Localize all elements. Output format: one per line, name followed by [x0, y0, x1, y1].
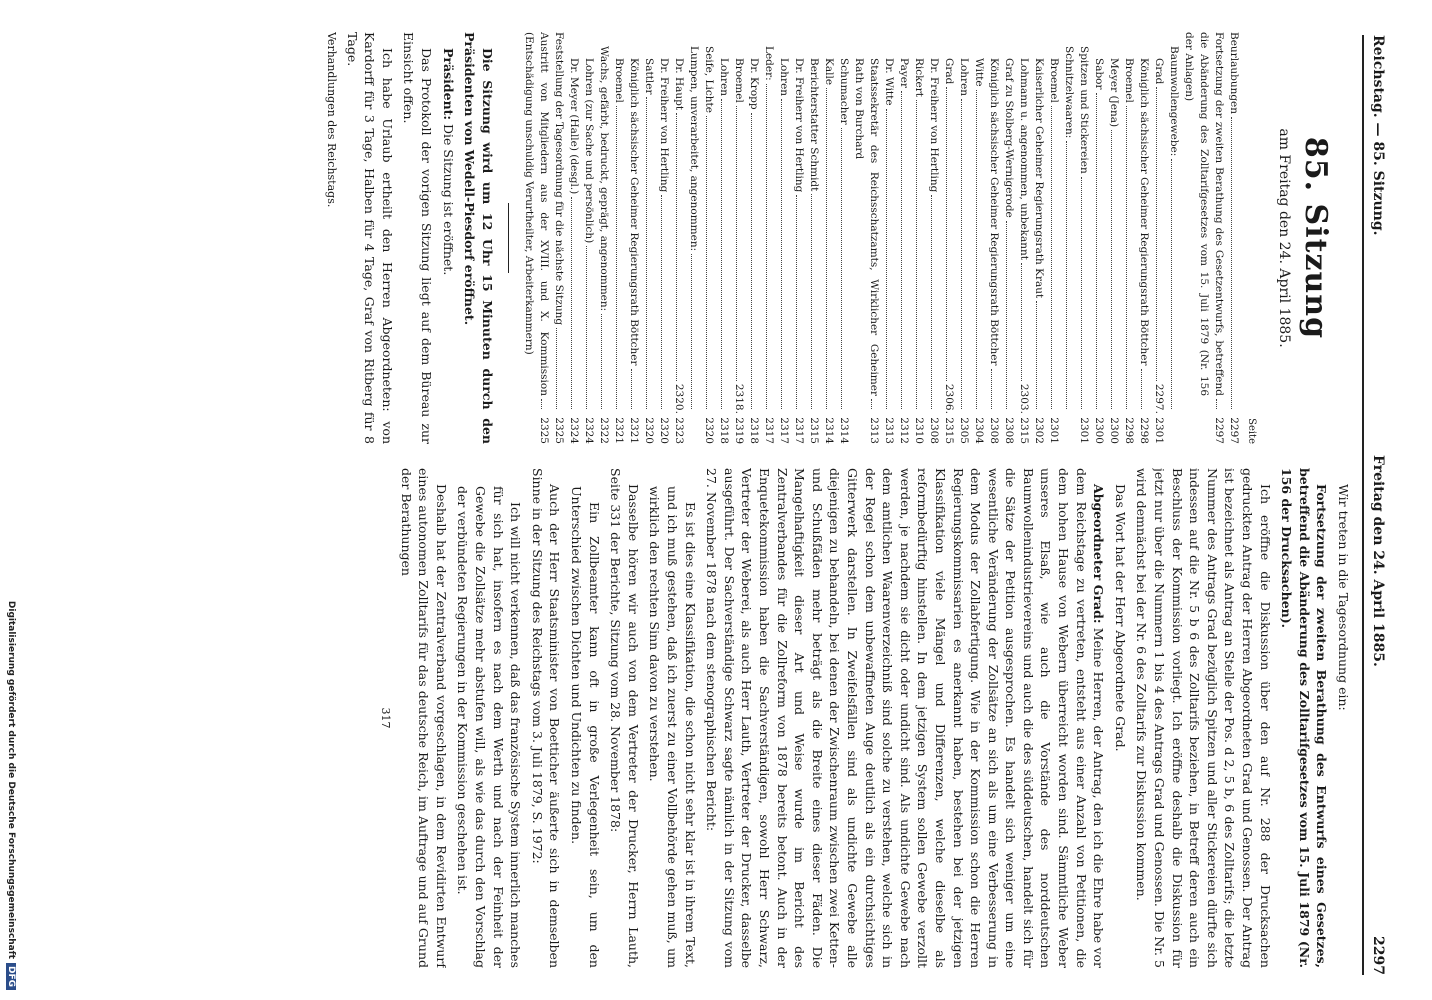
toc-entry-text: Rickert: [912, 58, 925, 97]
toc-leader-dots: [691, 254, 700, 409]
toc-page-number: 2321: [612, 417, 625, 444]
toc-entry-text: Seife, Lichte: [702, 46, 715, 113]
toc-leader-dots: [541, 399, 550, 409]
toc-leader-dots: [616, 106, 625, 409]
toc-leader-dots: [991, 369, 1000, 409]
toc-entry-text: Wachs, gefärbt, bedruckt, geprägt, angenommen:: [597, 46, 610, 312]
paragraph-text: Ich habe Urlaub ertheilt den Herren Abgeordneten: von Kardorff für 3 Tage, Halben für 4 Tage, Graf von Ritberg für 8 Tage.: [344, 32, 395, 444]
paragraph-text: Wir treten in die Tagesordnung ein:: [1336, 484, 1351, 711]
toc-row: [806, 32, 821, 444]
paragraph: [646, 468, 699, 968]
toc-leader-dots: [976, 90, 985, 409]
toc-entry-text: Broemel: [1047, 58, 1060, 103]
toc-leader-dots: [1006, 221, 1015, 409]
toc-entry-text: Graf zu Stolberg-Wernigerode: [1002, 58, 1015, 218]
paragraph-text: Dasselbe hören wir auch von dem Vertreter der Drucker, Herrn Lauth, Seite 331 der Berichte, Sitzung vom 28. November 1878:: [608, 468, 641, 968]
toc-page-number: 2312: [897, 417, 910, 444]
toc-page-number: 2298: [1137, 417, 1150, 444]
toc-leader-dots: [1216, 399, 1225, 409]
right-footnote: 317: [379, 707, 393, 729]
toc-row: [851, 32, 881, 444]
toc-row: [596, 32, 611, 444]
paragraph: [343, 32, 396, 444]
page-number: 2297: [1370, 936, 1386, 975]
toc-page-number: 2310: [912, 417, 925, 444]
toc-page-number: 2324: [582, 417, 595, 444]
toc-entry-text: Austritt von Mitgliedern aus der XVIII. und X. Kommission (Entschädigung unschuldig Verurtheilter, Arbeiterkammern): [522, 32, 550, 396]
toc-leader-dots: [571, 197, 580, 409]
toc-leader-dots: [811, 194, 820, 409]
toc-page-number: 2324: [567, 417, 580, 444]
toc-leader-dots: [946, 87, 955, 380]
toc-page-number: 2303. 2315: [1017, 383, 1030, 444]
toc-page-number: 2308: [987, 417, 1000, 444]
toc-entry-text: Königlich sächsischer Geheimer Regierungsrath Böttcher: [1137, 58, 1150, 366]
paragraph-text: Ein Zollbeamter kann oft in große Verlegenheit sein, um den Unterschied zwischen Dichten und Undichten zu finden.: [569, 486, 602, 968]
toc-leader-dots: [1081, 177, 1090, 409]
toc-row: [821, 32, 836, 444]
toc-leader-dots: [1036, 301, 1045, 409]
toc-page-number: 2317: [792, 417, 805, 444]
left-paragraphs: [343, 32, 457, 444]
toc-row: [881, 32, 896, 444]
toc-entry-text: Staatssekretär des Reichsschatzamts, Wirklicher Geheimer Rath von Burchard: [852, 58, 880, 396]
toc-entry-text: Kaiserlicher Geheimer Regierungsrath Kraut: [1032, 58, 1045, 299]
toc-entry-text: Grad: [1152, 58, 1165, 85]
paragraph: [703, 468, 1108, 968]
left-column: [40, 32, 1352, 444]
opening-statement: Die Sitzung wird um 12 Uhr 15 Minuten durch den Präsidenten von Wedell-Piesdorf eröffnet.: [462, 32, 495, 444]
separator-rule: [508, 203, 509, 273]
toc-row: [656, 32, 671, 444]
toc-row: [1121, 32, 1136, 444]
speaker-name: Abgeordneter Grad:: [1091, 484, 1107, 624]
toc-entry-text: Dr. Meyer (Halle) (desgl.): [567, 58, 580, 195]
toc-entry-text: Spitzen und Stickereien: [1077, 46, 1090, 174]
toc-page-number: 2304: [972, 417, 985, 444]
toc-page-number: 2318: [717, 417, 730, 444]
toc-leader-dots: [631, 369, 640, 409]
toc-row: [611, 32, 626, 444]
toc-row: [701, 32, 716, 444]
session-date: am Freitag den 24. April 1885.: [1276, 128, 1292, 348]
toc-entry-text: Lohmann u. angenommen, unbekannt: [1017, 58, 1030, 261]
toc-page-number: 2315: [807, 417, 820, 444]
toc-leader-dots: [826, 88, 835, 409]
toc-page-number: 2301: [1047, 417, 1060, 444]
left-footnote: Verhandlungen des Reichstags.: [325, 32, 339, 208]
toc-leader-dots: [871, 399, 880, 409]
toc-leader-dots: [766, 84, 775, 409]
toc-row: [791, 32, 806, 444]
toc-page-number: 2320: [657, 417, 670, 444]
toc-leader-dots: [1156, 87, 1165, 380]
toc-entry-text: Dr. Freiherr von Hertling: [927, 58, 940, 193]
toc-entry-text: Payer: [897, 58, 910, 89]
toc-page-number: 2302: [1032, 417, 1045, 444]
toc-page-number: 2313: [882, 417, 895, 444]
toc-entry-text: Berichterstatter Schmidt: [807, 58, 820, 192]
toc-page-number: 2308: [927, 417, 940, 444]
toc-page-number: 2297: [1212, 417, 1225, 444]
paragraph-text: Meine Herren, der Antrag, den ich die Ehre habe vor dem Reichstage zu vertreten, entsteht aus einer Anzahl von Petitionen, die dem hohen Hause von Webern überreicht worden sind. Sämmtliche Weber unseres Elsaß, wie auch die Vorstände des norddeutschen Baumwollenindustrievereins und auch die des süddeutschen, handelt sich für die Sätze der Petition ausgesprochen. Es handelt sich weniger um eine wesentliche Veränderung der Zollsätze an sich als um eine Verbesserung in dem Modus der Zollabfertigung. Wie in der Kommission schon die Herren Regierungskommissarien es anerkannt haben, bestehen bei der jetzigen Klassifikation viele Mängel und Differenzen, welche dieselbe als reformbedürftig hinstellen. In dem jetzigen System sollen Gewebe verzollt werden, je nachdem sie dicht oder undicht sind. Als undichte Gewebe nach dem amtlichen Waarenverzeichniß sind solche zu verstehen, welche sich in der Regel schon dem unbewaffneten Auge deutlich als ein durchsichtiges Gitterwerk darstellen. In Zweifelsfällen sind als undichte Gewebe alle diejenigen zu behandeln, bei denen der Zwischenraum zwischen zwei Ketten- und Schußfäden mehr beträgt als die Breite eines dieser Fäden. Die Mangelhaftigkeit dieser Art und Weise wurde im Bericht des Zentralverbandes für die Zollreform von 1878 bereits betont. Auch in der Enquetekommission haben die Sachverständigen, sowohl Herr Schwarz, Vertreter der Weberei, als auch Herr Lauth, Vertreter der Drucker, dasselbe ausgeführt. Der Sachverständige Schwarz sagte nämlich in der Sitzung vom 27. November 1878 nach dem stenographischen Bericht:: [704, 468, 1107, 968]
toc-row: [521, 32, 551, 444]
toc-entry-text: Dr. Witte: [882, 58, 895, 106]
toc-page-number: 2320. 2323: [672, 383, 685, 444]
toc-leader-dots: [961, 99, 970, 409]
toc-entry-text: Witte: [972, 58, 985, 87]
paragraph-text: Ich will nicht verkennen, daß das französische System innerlich manches für sich hat, insofern es nach dem Werth und nach der Feinheit der Gewebe die Zollsätze mehr abstufen will, als wie das durch den Vorschlag der verbündeten Regierungen in der Kommission geschehen ist.: [455, 486, 524, 968]
paragraph: [454, 468, 524, 968]
paragraph: [1278, 468, 1331, 968]
toc-leader-dots: [796, 195, 805, 409]
toc-page-number: 2317: [777, 417, 790, 444]
paragraph: [528, 468, 563, 968]
toc-entry-text: Sattler: [642, 58, 655, 95]
right-column: [40, 468, 1352, 968]
toc-leader-dots: [901, 91, 910, 409]
toc-row: [941, 32, 956, 444]
toc-page-number: 2318: [747, 417, 760, 444]
toc-leader-dots: [1096, 93, 1105, 409]
digitization-credit-text: Digitalisierung gefördert durch die Deutsche Forschungsgemeinschaft: [6, 600, 16, 959]
toc-leader-dots: [886, 109, 895, 409]
toc-entry-text: Sabor: [1092, 58, 1105, 90]
toc-page-number: 2320: [642, 417, 655, 444]
toc-leader-dots: [841, 128, 850, 409]
toc-entry-text: Baumwollengewebe:: [1167, 46, 1180, 157]
paragraph: [607, 468, 642, 968]
toc-row: [1076, 32, 1091, 444]
toc-row: [1016, 32, 1031, 444]
toc-page-number: 2297. 2301: [1152, 383, 1165, 444]
toc-page-number: 2301: [1077, 417, 1090, 444]
toc-leader-dots: [676, 113, 685, 381]
toc-entry-text: Meyer (Jena): [1107, 58, 1120, 128]
toc-leader-dots: [736, 106, 745, 381]
toc-leader-dots: [661, 195, 670, 409]
toc-entry-text: Lohren: [957, 58, 970, 97]
toc-row: [1181, 32, 1226, 444]
toc-entry-text: Dr. Kropp: [747, 58, 760, 110]
toc-row: [1136, 32, 1151, 444]
toc-entry-text: Beurlaubungen: [1227, 32, 1240, 115]
paragraph-text: Deshalb hat der Zentralverband vorgeschlagen, in dem Revidirten Entwurf eines autonomen Zolltarifs für das deutsche Reich, im Auftrage und auf Grund der Berathungen: [398, 468, 449, 968]
toc-row: [926, 32, 941, 444]
toc-entry-text: Broemel: [612, 58, 625, 103]
toc-leader-dots: [1021, 263, 1030, 381]
digitization-credit: [6, 601, 16, 990]
toc-row: [1151, 32, 1166, 444]
toc-page-number: 2297: [1227, 417, 1240, 444]
paragraph-text: Fortsetzung der zweiten Berathung des Entwurfs eines Gesetzes, betreffend die Abänderung des Zolltarifgesetzes vom 15. Juli 1879 (Nr. 156 der Drucksachen).: [1279, 468, 1330, 968]
toc-page-number: 2325: [537, 417, 550, 444]
toc-leader-dots: [1111, 130, 1120, 409]
toc-entry-text: Kalle: [822, 58, 835, 86]
toc-row: [626, 32, 641, 444]
paragraph: [400, 32, 435, 444]
toc-leader-dots: [751, 113, 760, 409]
toc-page-number: 2320: [702, 417, 715, 444]
paragraph: [439, 32, 457, 444]
toc-row: [986, 32, 1001, 444]
dfg-logo: DFG: [6, 963, 16, 990]
right-paragraphs: [397, 468, 1352, 968]
toc-row: [896, 32, 911, 444]
speaker-name: Präsident:: [440, 48, 456, 121]
toc-leader-dots: [781, 99, 790, 409]
toc-entry-text: Königlich sächsischer Geheimer Regierungsrath Böttcher: [627, 58, 640, 366]
toc-row: [731, 32, 746, 444]
toc-leader-dots: [1171, 159, 1180, 409]
toc-row: [1061, 32, 1076, 444]
toc-entry-text: Broemel: [1122, 58, 1135, 103]
toc-page-number: 2313: [867, 417, 880, 444]
toc-row: [716, 32, 731, 444]
toc-row: [956, 32, 971, 444]
paragraph: [397, 468, 450, 968]
toc-entry-text: Dr. Freiherr von Hertling: [657, 58, 670, 193]
toc-page-number: 2322: [597, 417, 610, 444]
toc-entry-text: Dr. Haupt: [672, 58, 685, 111]
toc-row: [1166, 32, 1181, 444]
toc-page-number: 2325: [552, 417, 565, 444]
toc-page-number: 2306. 2315: [942, 383, 955, 444]
toc-entry-text: Lohren: [777, 58, 790, 97]
toc-row: [566, 32, 581, 444]
toc-row: [641, 32, 656, 444]
toc-leader-dots: [1051, 106, 1060, 409]
running-head-date: Freitag den 24. April 1885.: [1370, 455, 1386, 667]
paragraph-text: Ich eröffne die Diskussion über den auf Nr. 288 der Drucksachen gedruckten Antrag der Herren Abgeordneten Grad und Genossen. Der Antrag ist bezeichnet als Antrag an Stelle der Pos. d 2, 5 b, 6 des Zolltarifs; die letzte Nummer des Antrags Grad bezüglich Spitzen und aller Stickereien dürfte sich indessen auf die Nr. 5 b 6 des Zolltarifs beziehen, in Betreff deren auch ein Beschluss der Kommission vorliegt. Ich eröffne deshalb die Diskussion für jetzt nur über die Nummern 1 bis 4 des Antrags Grad und Genossen. Die Nr. 5 wird demnächst bei der Nr. 6 des Zolltarifs zur Diskussion kommen.: [1134, 468, 1273, 968]
toc-entry-text: Dr. Freiherr von Hertling: [792, 58, 805, 193]
toc-leader-dots: [1141, 369, 1150, 409]
toc-page-number: 2300: [1107, 417, 1120, 444]
toc-leader-dots: [706, 116, 715, 409]
toc-row: [551, 32, 566, 444]
toc-row: [971, 32, 986, 444]
toc-row: [761, 32, 776, 444]
toc-entry-text: Schnitzelwaaren:: [1062, 46, 1075, 139]
running-head: [1362, 35, 1386, 975]
table-of-contents: [521, 32, 1241, 444]
toc-entry-text: Leder:: [762, 46, 775, 81]
toc-entry-text: Schumacher: [837, 58, 850, 125]
toc-row: [911, 32, 926, 444]
toc-row: [776, 32, 791, 444]
toc-leader-dots: [1066, 141, 1075, 409]
toc-page-number: 2318. 2319: [732, 383, 745, 444]
toc-row: [836, 32, 851, 444]
toc-entry-text: Lohren (zur Sache und persönlich): [582, 58, 595, 244]
toc-entry-text: Lumpen, unverarbeitet, angenommen:: [687, 46, 700, 252]
toc-page-number: 2298: [1122, 417, 1135, 444]
paragraph: [1133, 468, 1274, 968]
toc-heading: Seite: [1246, 418, 1258, 444]
toc-row: [686, 32, 701, 444]
toc-entry-text: Lohren: [717, 58, 730, 97]
toc-row: [1106, 32, 1121, 444]
toc-leader-dots: [1126, 106, 1135, 409]
toc-page-number: 2305: [957, 417, 970, 444]
toc-row: [1031, 32, 1046, 444]
toc-row: [1226, 32, 1241, 444]
toc-row: [1091, 32, 1106, 444]
paragraph-text: Auch der Herr Staatsminister von Boetticher äußerte sich in demselben Sinne in der Sitzung des Reichstags vom 3. Juli 1879, S. 1972:: [529, 468, 563, 968]
paragraph-text: Die Sitzung ist eröffnet.: [440, 124, 456, 276]
toc-page-number: 2317: [762, 417, 775, 444]
toc-page-number: 2321: [627, 417, 640, 444]
toc-row: [581, 32, 596, 444]
toc-page-number: 2300: [1092, 417, 1105, 444]
toc-row: [1001, 32, 1016, 444]
toc-leader-dots: [601, 314, 610, 409]
toc-leader-dots: [931, 195, 940, 409]
toc-row: [1046, 32, 1061, 444]
paragraph-text: Das Protokoll der vorigen Sitzung liegt auf dem Büreau zur Einsicht offen.: [401, 32, 435, 444]
paragraph: [1111, 468, 1129, 968]
toc-leader-dots: [556, 328, 565, 409]
toc-leader-dots: [586, 246, 595, 409]
toc-entry-text: Broemel: [732, 58, 745, 103]
toc-leader-dots: [646, 97, 655, 409]
toc-entry-text: Königlich sächsischer Geheimer Regierungsrath Böttcher: [987, 58, 1000, 366]
paragraph: [567, 468, 602, 968]
running-head-left: Reichstag. — 85. Sitzung.: [1370, 35, 1386, 236]
paragraph-text: Es ist dies eine Klassifikation, die schon nicht sehr klar ist in ihrem Text, und ich muß gestehen, daß ich zuerst zu einer Vollbehörde gehen muß, um wirklich den rechten Sinn davon zu verstehen.: [647, 486, 698, 968]
paragraph: [1334, 468, 1352, 968]
session-title: 85. Sitzung: [1298, 136, 1333, 340]
toc-entry-text: Fortsetzung der zweiten Berathung des Gesetzentwurfs, betreffend die Abänderung des Zolltarifgesetzes vom 15. Juli 1879 (Nr. 156 der Anlagen): [1182, 32, 1225, 396]
toc-entry-text: Grad: [942, 58, 955, 85]
toc-leader-dots: [721, 99, 730, 409]
toc-row: [671, 32, 686, 444]
paragraph-text: Das Wort hat der Herr Abgeordnete Grad.: [1112, 484, 1128, 752]
toc-row: [746, 32, 761, 444]
toc-page-number: 2314: [822, 417, 835, 444]
toc-leader-dots: [1231, 117, 1240, 409]
toc-leader-dots: [916, 100, 925, 409]
toc-page-number: 2308: [1002, 417, 1015, 444]
toc-entry-text: Feststellung der Tagesordnung für die nächste Sitzung: [552, 32, 565, 326]
toc-page-number: 2314: [837, 417, 850, 444]
